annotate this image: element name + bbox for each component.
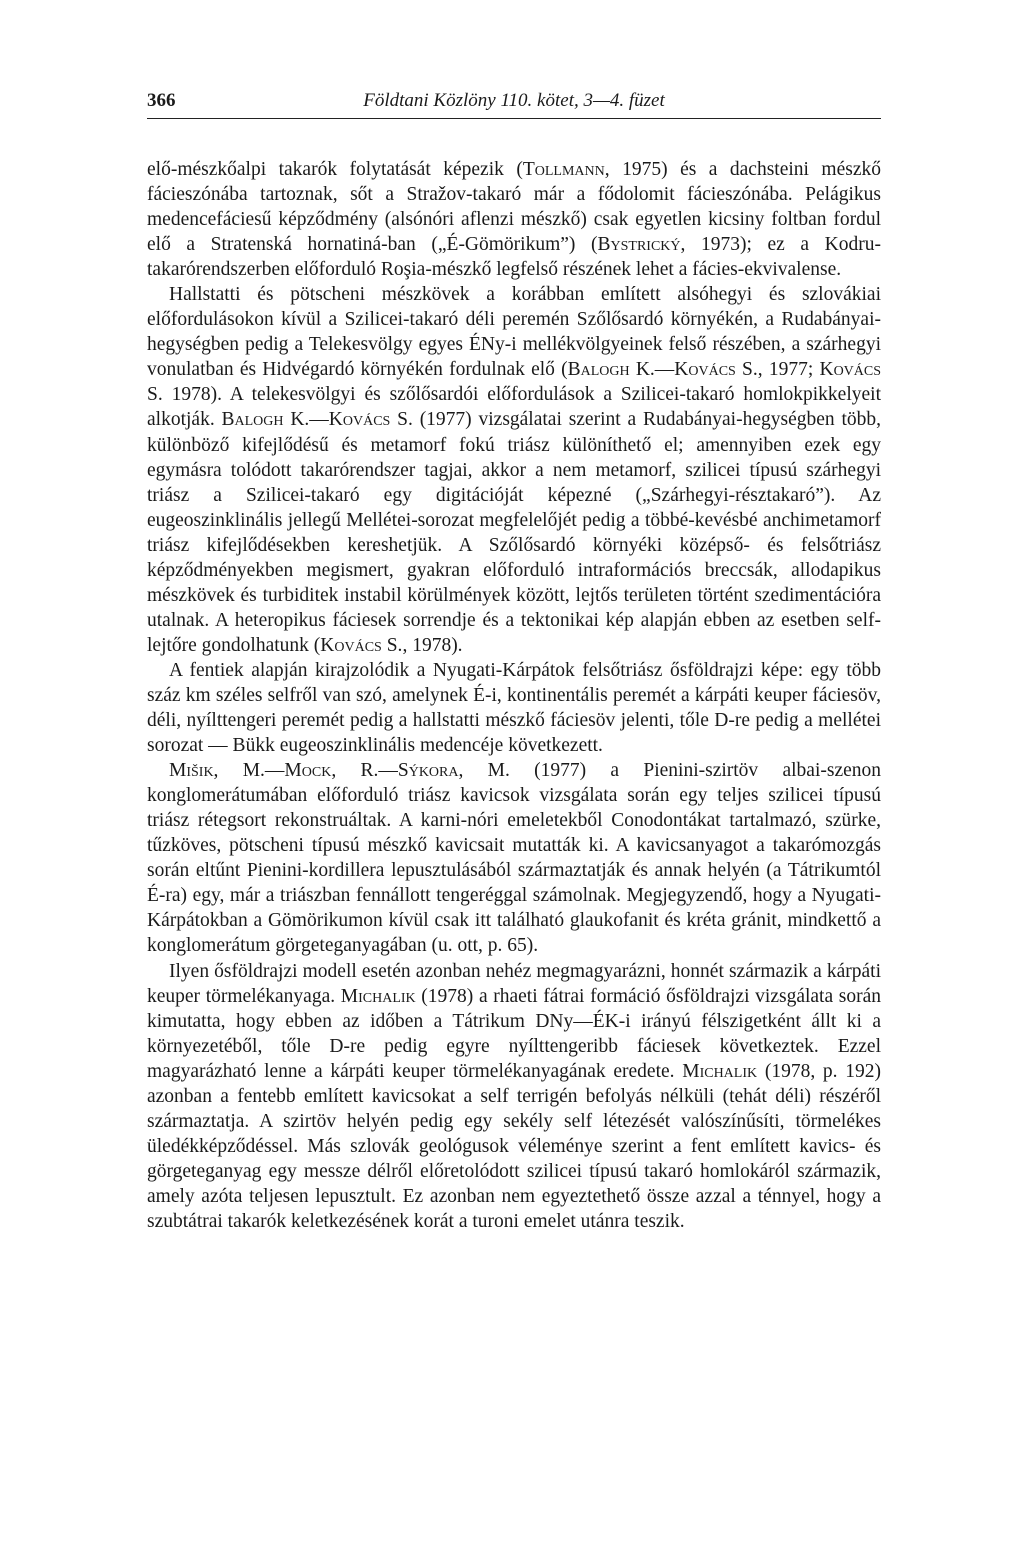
body-text bbox=[147, 157, 881, 1234]
author-citation: Balogh K.—Kovács S. bbox=[567, 359, 758, 381]
text-run: (1977) a Pienini-szirtöv albai-szenon konglomerátumában előforduló triász kavicsok vizsgálata során egy teljes szilicei típusú triász rétegsort rekonstruáltak. A karni-nóri emeletekből Conodontákat tartalmazó, szürke, tűzköves, pötscheni típusú mészkő kavicsait mutatták ki. A kavicsanyagot a takarómozgás során eltűnt Pienini-kordillera lepusztulásából származtatják és annak helyén (a Tátrikumtól É-ra) egy, már a triászban fennállott tengeréggal számolnak. Megjegyzendő, hogy a Nyugati-Kárpátokban a Gömörikumon kívül csak itt található glaukofanit és kréta gránit, mindkettő a konglomerátum görgeteganyagában (u. ott, p. 65). bbox=[147, 760, 882, 957]
text-run: , 1978). bbox=[402, 634, 463, 656]
author-citation: Michalik bbox=[682, 1060, 758, 1082]
paragraph-4 bbox=[147, 758, 881, 958]
text-run: Ilyen ősföldrajzi modell esetén azonban nehéz megmagyarázni, honnét származik a kárpáti keuper törmelékanyaga. bbox=[147, 960, 881, 1007]
paragraph-5 bbox=[147, 959, 881, 1235]
running-head bbox=[147, 88, 881, 119]
text-run: , 1977; bbox=[757, 359, 820, 381]
paragraph-3 bbox=[147, 658, 881, 758]
text-run: (1977) vizsgálatai szerint a Rudabányai-hegységben több, különböző kifejlődésű és metamorf fokú triász különíthető el; amennyiben ezek egy egymásra tolódott takarórendszer tagjai, akkor a nem metamorf, szilicei típusú szárhegyi triász a Szilicei-takaró egy digitációját képezné („Szárhegyi-résztakaró”). Az eugeoszinklinális jellegű Mellétei-sorozat megfelelőjét pedig a többé-kevésbé anchimetamorf triász kifejlődésekben kereshetjük. A Szőlősardó környéki középső- és felsőtriász képződményekben megismert, gyakran előforduló intraformációs breccsák, allodapikus mészkövek és turbiditek instabil körülmények között, lejtős területen történt szedimentációra utalnak. A heteropikus fáciesek sorrendje és a tektonikai kép alapján ebben az esetben self-lejtőre gondolhatunk ( bbox=[147, 409, 881, 656]
text-run: elő-mészkőalpi takarók folytatását képezik ( bbox=[147, 159, 523, 180]
text-run: , 1973); ez a Kodru-takarórendszerben előforduló Roşia-mészkő legfelső részének lehet a fácies-ekvivalense. bbox=[147, 234, 881, 281]
text-run: A fentiek alapján kirajzolódik a Nyugati-Kárpátok felsőtriász ősföldrajzi képe: egy több száz km széles selfről van szó, amelynek É-i, kontinentális peremét a kárpáti keuper fáciesöv, déli, nyílttengeri peremét pedig a hallstatti mészkő fáciesöv jelenti, tőle D-re pedig a mellétei sorozat — Bükk eugeoszinklinális medencéje következett. bbox=[147, 659, 881, 757]
paragraph-1 bbox=[147, 157, 881, 282]
page bbox=[147, 88, 881, 1234]
author-citation: Bystrický bbox=[597, 234, 681, 256]
text-run: 1978). A telekesvölgyi és szőlősardói előfordulások a Szilicei-takaró homlokpikkelyeit alkotják. bbox=[147, 384, 881, 431]
journal-title: Földtani Közlöny 110. kötet, 3—4. füzet bbox=[363, 90, 665, 111]
author-citation: Tollmann bbox=[522, 159, 605, 180]
text-run: (1978) a rhaeti fátrai formáció ősföldrajzi vizsgálata során kimutatta, hogy ebben az időben a Tátrikum DNy—ÉK-i irányú félszigetként állt ki a környezetéből, tőle D-re pedig egyre nyílttengeribb fáciesek következtek. Ezzel magyarázható lenne a kárpáti keuper törmelékanyagának eredete. bbox=[147, 985, 882, 1082]
text-run: Hallstatti és pötscheni mészkövek a korábban említett alsóhegyi és szlovákiai előfordulásokon kívül a Szilicei-takaró déli peremén Szőlősardó környékén, a Rudabányai-hegységben pedig a Telekesvölgy egyes ÉNy-i mellékvölgyeinek felső részében, a szárhegyi vonulatban és Hidvégardó környékén fordulnak elő ( bbox=[147, 284, 881, 381]
author-citation: Kovács S. bbox=[320, 634, 403, 656]
author-citation: Balogh K.—Kovács S. bbox=[221, 409, 413, 431]
text-run: (1978, p. 192) azonban a fentebb említett kavicsokat a self terrigén befolyás nélküli (tehát déli) részéről származtatja. A szirtöv helyén pedig egy sekély self létezését valószínűsíti, törmelékes üledékképződéssel. Más szlovák geológusok véleménye szerint a fent említett kavics- és görgeteganyag egy messze délről előretolódott szilicei típusú takaró homlokáról származik, amely azóta teljesen lepusztult. Ez azonban nem egyeztethető össze azzal a ténnyel, hogy a szubtátrai takarók keletkezésének korát a turoni emelet utánra teszik. bbox=[147, 1060, 881, 1232]
text-run: , 1975) és a dachsteini mészkő fácieszónába tartoznak, sőt a Stražov-takaró már a fődolomit fácieszónába. Pelágikus medencefáciesű képződmény (alsónóri aflenzi mészkő) csak egyetlen kicsiny foltban fordul elő a Stratenská hornatiná-ban („É-Gömörikum”) ( bbox=[147, 159, 882, 256]
page-number: 366 bbox=[147, 90, 176, 111]
author-citation: Mišik, M.—Mock, R.—Sýkora, M. bbox=[169, 760, 510, 782]
author-citation: Kovács S. bbox=[147, 359, 882, 406]
author-citation: Michalik bbox=[340, 985, 416, 1007]
paragraph-2 bbox=[147, 282, 881, 658]
